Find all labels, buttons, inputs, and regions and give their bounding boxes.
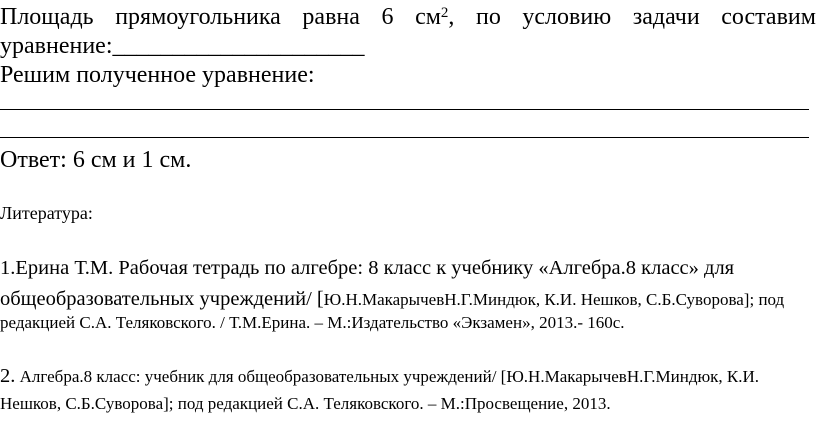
answer-blank-line-2 <box>0 137 809 138</box>
reference-2-line-1 <box>0 363 759 390</box>
word: Площадь <box>0 4 94 30</box>
answer-text: Ответ: 6 см и 1 см. <box>0 147 192 173</box>
word: прямоугольника <box>115 4 281 30</box>
reference-number: 2. <box>0 365 16 387</box>
reference-2-line-2: Нешков, С.Б.Суворова]; под редакцией С.А. Теляковского. – М.:Просвещение, 2013. <box>0 394 611 413</box>
word: задачи <box>632 4 700 30</box>
word: по <box>475 4 501 30</box>
reference-text: Алгебра.8 класс: учебник для общеобразовательных учреждений/ [Ю.Н.МакарычевН.Г.Миндюк, К.И. <box>15 367 760 386</box>
word: условию <box>522 4 612 30</box>
word: 6 <box>381 4 394 30</box>
reference-1-line-2 <box>0 286 784 313</box>
area-unit <box>415 2 454 32</box>
word: равна <box>302 4 360 30</box>
literature-heading: Литература: <box>0 203 93 223</box>
reference-1-line-1 <box>0 255 734 281</box>
reference-1-line-3: редакцией С.А. Теляковского. / Т.М.Ерина. – М.:Издательство «Экзамен», 2013.- 160с. <box>0 313 625 332</box>
reference-authors: Ю.Н.МакарычевН.Г.Миндюк, К.И. Нешков, С.Б.Суворова]; под <box>323 290 785 309</box>
reference-text: общеобразовательных учреждений/ [ <box>0 288 324 310</box>
reference-number: 1. <box>0 257 16 279</box>
task-equation-blank: уравнение:_____________________ <box>0 33 365 59</box>
task-solve-prompt: Решим полученное уравнение: <box>0 62 315 88</box>
unit-exponent: 2 <box>440 5 449 21</box>
unit-text: см <box>415 4 441 30</box>
reference-text: Ерина Т.М. Рабочая тетрадь по алгебре: 8 класс к учебнику «Алгебра.8 класс» для <box>15 257 735 279</box>
comma: , <box>448 4 455 30</box>
word: составим <box>721 4 816 30</box>
task-sentence-line-1 <box>0 2 816 32</box>
answer-blank-line-1 <box>0 109 809 110</box>
